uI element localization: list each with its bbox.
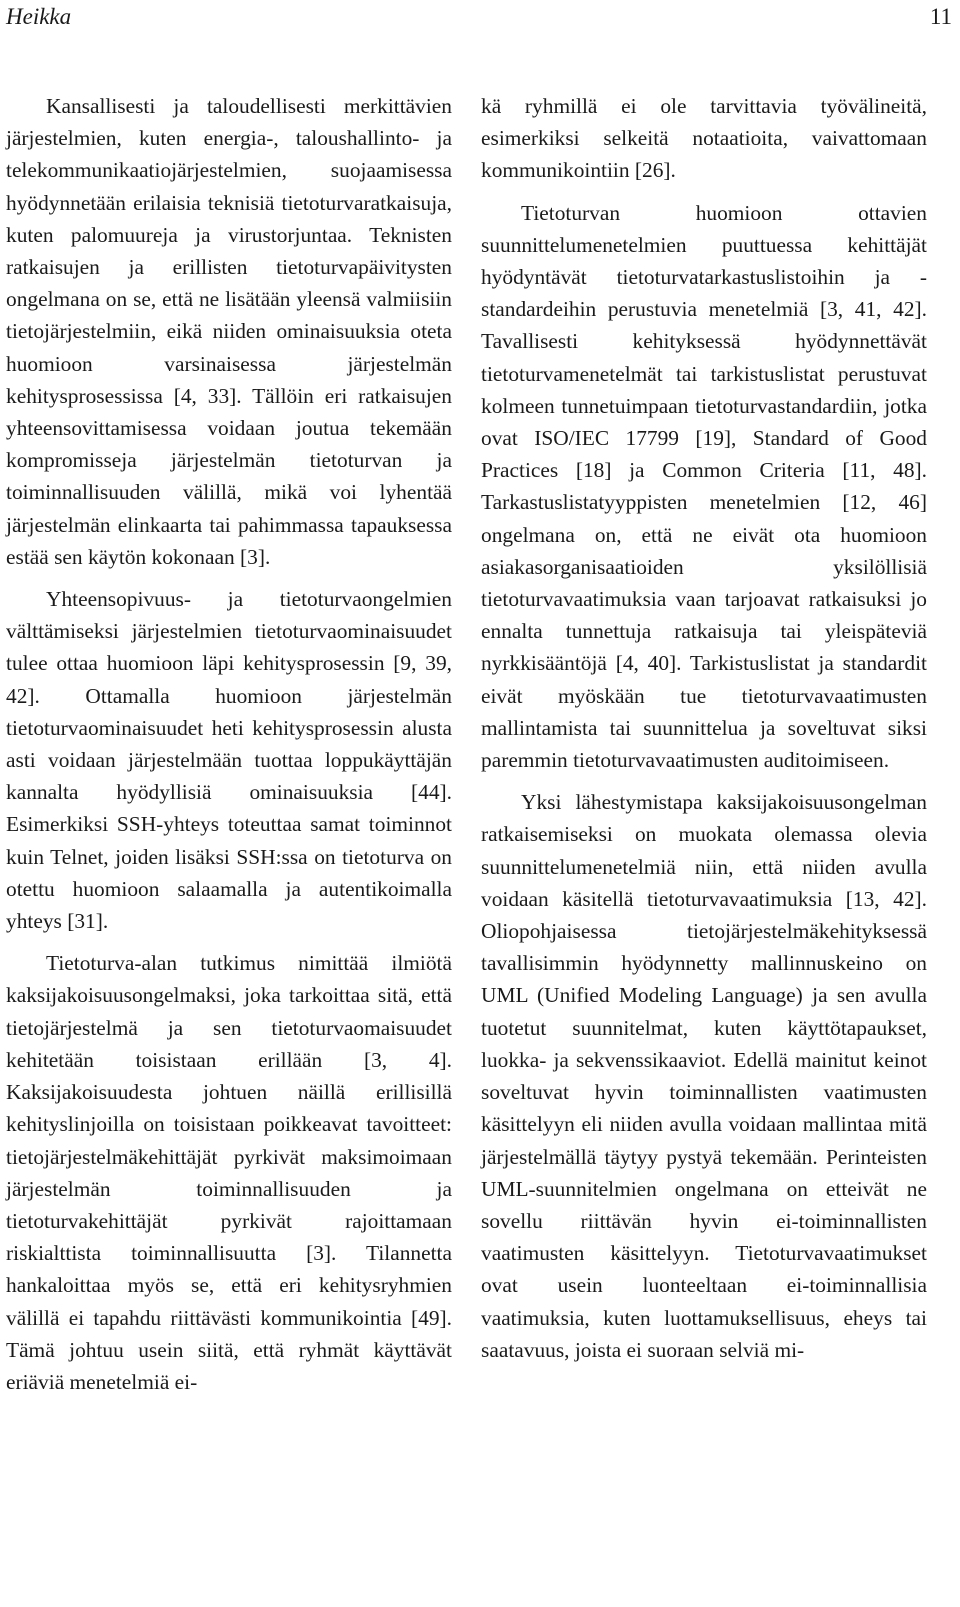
paragraph: kä ryhmillä ei ole tarvittavia työvälineitä, esimerkiksi selkeitä notaatioita, vaivattomaan kommunikointiin [26]. [481, 94, 927, 183]
paragraph: Tietoturva-alan tutkimus nimittää ilmiötä kaksijakoisuusongelmaksi, joka tarkoittaa sitä, että tietojärjestelmä ja sen tietoturvaomaisuudet kehitetään toisistaan erillään [3, 4]. Kaksijakoisuudesta johtuen näillä erillisillä kehityslinjoilla on toisistaan poikkeavat tavoitteet: tietojärjestelmäkehittäjät pyrkivät maksimoimaan järjestelmän toiminnallisuuden ja tietoturvakehittäjät pyrkivät rajoittamaan riskialttista toiminnallisuutta [3]. Tilannetta hankaloittaa myös se, että eri kehitysryhmien välillä ei tapahdu riittävästi kommunikointia [49]. Tämä johtuu usein siitä, että ryhmät käyttävät eriäviä menetelmiä ei- [6, 951, 452, 1394]
page-number: 11 [929, 4, 952, 29]
paragraph: Yhteensopivuus- ja tietoturvaongelmien välttämiseksi järjestelmien tietoturvaominaisuudet tulee ottaa huomioon läpi kehitysprosessin [9, 39, 42]. Ottamalla huomioon järjestelmän tietoturvaominaisuudet heti kehitysprosessin alusta asti voidaan järjestelmään tuottaa loppukäyttäjän kannalta hyödyllisiä ominaisuuksia [44]. Esimerkiksi SSH-yhteys toteuttaa samat toiminnot kuin Telnet, joiden lisäksi SSH:ssa on tietoturva on otettu huomioon salaamalla ja autentikoimalla yhteys [31]. [6, 587, 452, 934]
left-column [6, 90, 452, 1408]
paragraph: Yksi lähestymistapa kaksijakoisuusongelman ratkaisemiseksi on muokata olemassa olevia suunnittelumenetelmiä niin, että niiden avulla voidaan käsitellä tietoturvavaatimuksia [13, 42]. Oliopohjaisessa tietojärjestelmäkehityksessä tavallisimmin hyödynnetty mallinnuskeino on UML (Unified Modeling Language) ja sen avulla tuotetut suunnitelmat, kuten käyttötapaukset, luokka- ja sekvenssikaaviot. Edellä mainitut keinot soveltuvat hyvin toiminnallisten vaatimusten käsittelyyn eli niiden avulla voidaan mallintaa mitä järjestelmällä täytyy pystyä tekemään. Perinteisten UML-suunnitelmien ongelmana on etteivät ne sovellu riittävän hyvin ei-toiminnallisten vaatimusten käsittelyyn. Tietoturvavaatimukset ovat usein luonteeltaan ei-toiminnallisia vaatimuksia, kuten luottamuksellisuus, eheys tai saatavuus, joista ei suoraan selviä mi- [481, 790, 927, 1362]
paragraph: Kansallisesti ja taloudellisesti merkittävien järjestelmien, kuten energia-, taloushallinto- ja telekommunikaatiojärjestelmien, suojaamisessa hyödynnetään erilaisia teknisiä tietoturvaratkaisuja, kuten palomuureja ja virustorjuntaa. Teknisten ratkaisujen ja erillisten tietoturvapäivitysten ongelmana on se, että ne lisätään yleensä valmiisiin tietojärjestelmiin, eikä niiden ominaisuuksia oteta huomioon varsinaisessa järjestelmän kehitysprosessissa [4, 33]. Tällöin eri ratkaisujen yhteensovittamisessa voidaan joutua tekemään kompromisseja järjestelmän tietoturvan ja toiminnallisuuden välillä, mikä voi lyhentää järjestelmän elinkaarta tai pahimmassa tapauksessa estää sen käytön kokonaan [3]. [6, 94, 452, 569]
right-column [481, 90, 927, 1376]
paragraph: Tietoturvan huomioon ottavien suunnittelumenetelmien puuttuessa kehittäjät hyödyntävät tietoturvatarkastuslistoihin ja -standardeihin perustuvia menetelmiä [3, 41, 42]. Tavallisesti kehityksessä hyödynnettävät tietoturvamenetelmät tai tarkistuslistat perustuvat kolmeen tunnetuimpaan tietoturvastandardiin, jotka ovat ISO/IEC 17799 [19], Standard of Good Practices [18] ja Common Criteria [11, 48]. Tarkastuslistatyyppisten menetelmien [12, 46] ongelmana on, että ne eivät ota huomioon asiakasorganisaatioiden yksilöllisiä tietoturvavaatimuksia vaan tarjoavat ratkaisuksi jo ennalta tunnettuja ratkaisuja tai yleispäteviä nyrkkisääntöjä [4, 40]. Tarkistuslistat ja standardit eivät myöskään tue tietoturvavaatimusten mallintamista tai suunnittelua ja soveltuvat siksi paremmin tietoturvavaatimusten auditoimiseen. [481, 200, 927, 773]
page-header [6, 4, 952, 34]
running-head: Heikka [6, 4, 72, 29]
